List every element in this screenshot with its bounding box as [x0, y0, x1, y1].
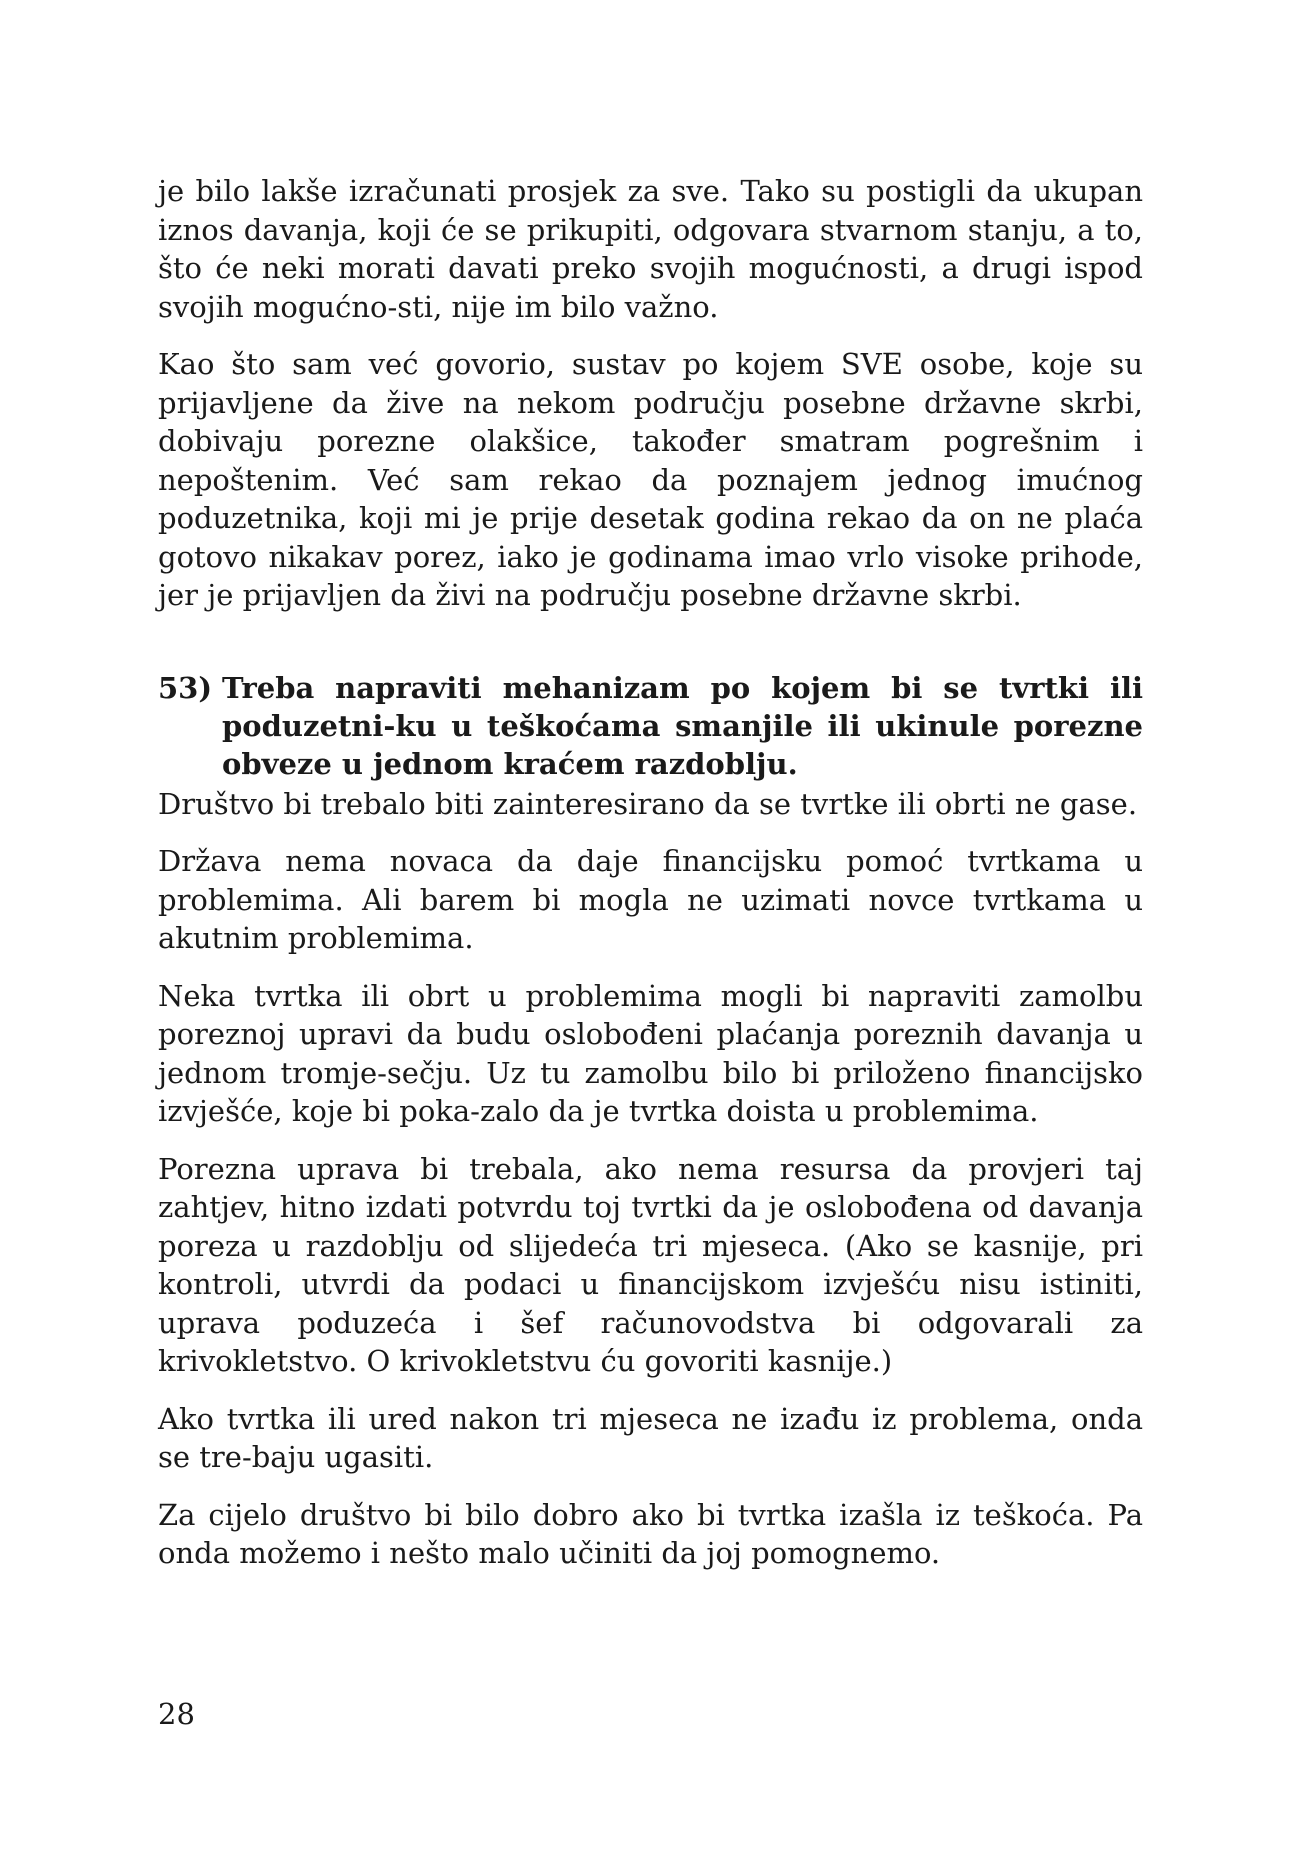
paragraph-5: Ako tvrtka ili ured nakon tri mjeseca ne izađu iz problema, onda se tre-baju ugasiti.	[158, 1401, 1143, 1474]
section-title: Treba napraviti mehanizam po kojem bi se tvrtki ili poduzetni-ku u teškoćama smanjile ili ukinule porezne obveze u jednom kraćem razdoblju.	[222, 670, 1143, 781]
paragraph-1: Društvo bi trebalo biti zainteresirano da se tvrtke ili obrti ne gase.	[158, 786, 1138, 821]
body-text	[158, 172, 1143, 1592]
paragraph-intro-1: je bilo lakše izračunati prosjek za sve. Tako su postigli da ukupan iznos davanja, koji će se prikupiti, odgovara stvarnom stanju, a to, što će neki morati davati preko svojih mogućnosti, a drugi ispod svojih mogućno-sti, nije im bilo važno.	[158, 174, 1143, 324]
paragraph-4: Porezna uprava bi trebala, ako nema resursa da provjeri taj zahtjev, hitno izdati potvrdu toj tvrtki da je oslobođena od davanja poreza u razdoblju od slijedeća tri mjeseca. (Ako se kasnije, pri kontroli, utvrdi da podaci u financijskom izvješću nisu istiniti, uprava poduzeća i šef računovodstva bi odgovarali za krivokletstvo. O krivokletstvu ću govoriti kasnije.)	[158, 1151, 1143, 1378]
section-number: 53)	[158, 670, 213, 705]
page-number: 28	[158, 1697, 195, 1731]
paragraph-2: Država nema novaca da daje financijsku pomoć tvrtkama u problemima. Ali barem bi mogla ne uzimati novce tvrtkama u akutnim problemima.	[158, 844, 1143, 955]
paragraph-intro-2: Kao što sam već govorio, sustav po kojem SVE osobe, koje su prijavljene da žive na nekom području posebne državne skrbi, dobivaju porezne olakšice, također smatram pogrešnim i nepoštenim. Već sam rekao da poznajem jednog imućnog poduzetnika, koji mi je prije desetak godina rekao da on ne plaća gotovo nikakav porez, iako je godinama imao vrlo visoke prihode, jer je prijavljen da živi na području posebne državne skrbi.	[158, 347, 1143, 612]
paragraph-3: Neka tvrtka ili obrt u problemima mogli bi napraviti zamolbu poreznoj upravi da budu oslobođeni plaćanja poreznih davanja u jednom tromje-sečju. Uz tu zamolbu bilo bi priloženo financijsko izvješće, koje bi poka-zalo da je tvrtka doista u problemima.	[158, 978, 1143, 1128]
section-heading	[158, 669, 1143, 783]
paragraph-6: Za cijelo društvo bi bilo dobro ako bi tvrtka izašla iz teškoća. Pa onda možemo i nešto malo učiniti da joj pomognemo.	[158, 1497, 1143, 1570]
